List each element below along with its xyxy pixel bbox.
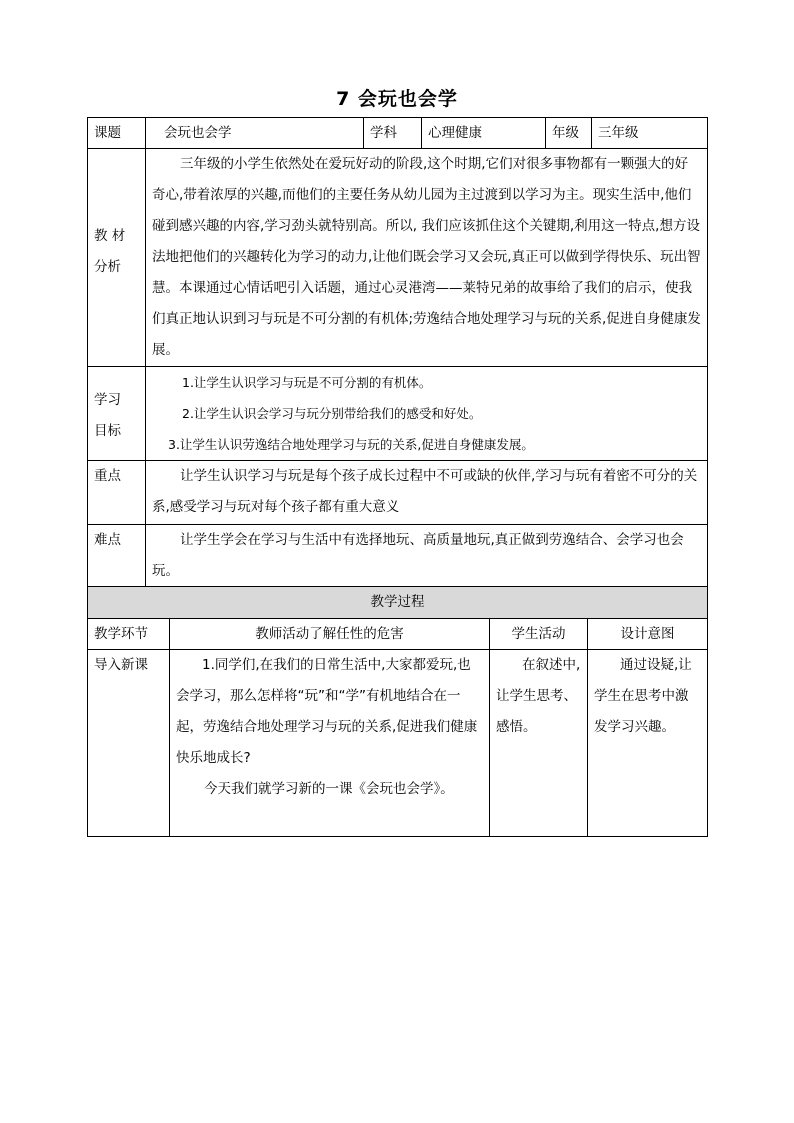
analysis-text: 三年级的小学生依然处在爱玩好动的阶段,这个时期,它们对很多事物都有一颗强大的好奇心,带着浓厚的兴趣,而他们的主要任务从幼儿园为主过渡到以学习为主。现实生活中,他们碰到感兴趣的内容,学习劲头就特别高。所以, 我们应该抓住这个关键期,利用这一特点,想方设法地把他们的兴趣转化为学习的动力,让他们既会学习又会玩,真正可以做到学得快乐、玩出智慧。本课通过心情话吧引入话题，通过心灵港湾——莱特兄弟的故事给了我们的启示，使我们真正地认识到习与玩是不可分割的有机体;劳逸结合地处理学习与玩的关系,促进自身健康发展。 [152, 156, 701, 358]
student-cell [490, 650, 588, 837]
analysis-cell [146, 149, 708, 367]
difficulty-label: 难点 [88, 525, 146, 589]
topic-label: 课题 [88, 118, 146, 149]
process-table [87, 586, 708, 837]
goal-item: 3.让学生认识劳逸结合地处理学习与玩的关系,促进自身健康发展。 [168, 437, 534, 452]
subject-value: 心理健康 [422, 118, 546, 149]
key-point-label: 重点 [88, 461, 146, 525]
teacher-activity-2: 今天我们就学习新的一课《会玩也会学》。 [204, 781, 454, 797]
difficulty-cell [146, 525, 708, 589]
header-teacher: 教师活动了解任性的危害 [170, 619, 490, 650]
teacher-cell [170, 650, 490, 837]
key-point-cell [146, 461, 708, 525]
subject-label: 学科 [364, 118, 422, 149]
difficulty-text: 让学生学会在学习与生活中有选择地玩、高质量地玩,真正做到劳逸结合、会学习也会玩。 [152, 532, 684, 579]
goal-item: 1.让学生认识学习与玩是不可分割的有机体。 [182, 375, 432, 390]
analysis-label: 教 材 分析 [88, 149, 146, 367]
goal-item: 2.让学生认识会学习与玩分别带给我们的感受和好处。 [182, 406, 482, 421]
header-intent: 设计意图 [588, 619, 708, 650]
student-activity: 在叙述中,让学生思考、感悟。 [496, 657, 581, 735]
teacher-activity-1: 1.同学们,在我们的日常生活中,大家都爱玩,也会学习，那么怎样将“玩”和“学”有机地结合在一起，劳逸结合地处理学习与玩的关系,促进我们健康快乐地成长? [176, 657, 478, 766]
goals-label: 学习 目标 [88, 367, 146, 461]
grade-label: 年级 [546, 118, 592, 149]
key-point-text: 让学生认识学习与玩是每个孩子成长过程中不可或缺的伙伴,学习与玩有着密不可分的关系,感受学习与玩对每个孩子都有重大意义 [152, 468, 698, 515]
stage-cell: 导入新课 [88, 650, 170, 837]
topic-value: 会玩也会学 [146, 118, 364, 149]
design-intent: 通过设疑,让学生在思考中激发学习兴趣。 [594, 657, 692, 735]
header-stage: 教学环节 [88, 619, 170, 650]
goals-cell [146, 367, 708, 461]
lesson-info-table [87, 117, 708, 589]
intent-cell [588, 650, 708, 837]
grade-value: 三年级 [592, 118, 708, 149]
process-section-title: 教学过程 [88, 587, 708, 619]
page-title: 7 会玩也会学 [336, 88, 458, 110]
header-student: 学生活动 [490, 619, 588, 650]
